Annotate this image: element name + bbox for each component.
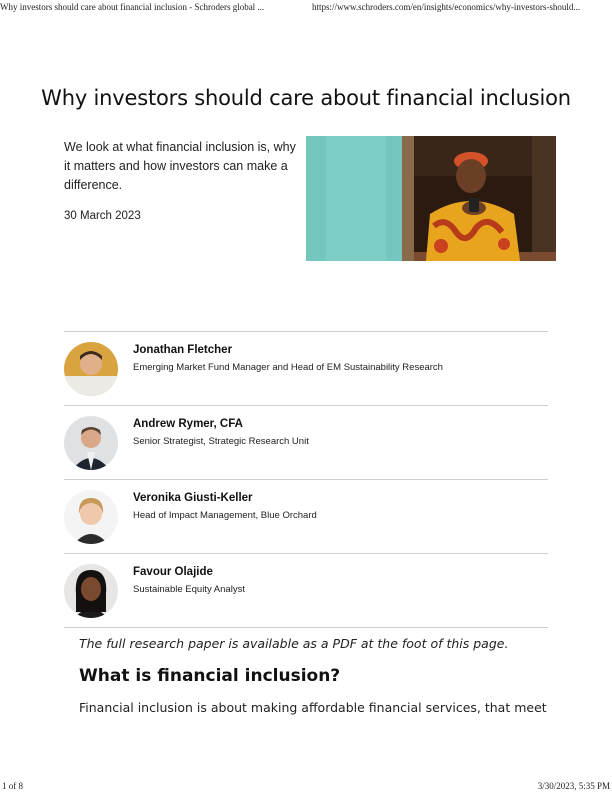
section-heading: What is financial inclusion? <box>79 666 341 686</box>
author-role: Sustainable Equity Analyst <box>133 584 245 595</box>
author-role: Head of Impact Management, Blue Orchard <box>133 510 317 521</box>
avatar <box>64 564 118 618</box>
woman-using-smartphone-photo <box>306 136 556 261</box>
avatar <box>64 416 118 470</box>
section-body: Financial inclusion is about making affordable financial services, that meet <box>79 700 547 715</box>
author-list <box>64 331 548 628</box>
author-item <box>64 405 548 479</box>
author-item <box>64 479 548 553</box>
print-header-title: Why investors should care about financial inclusion - Schroders global ... <box>0 2 265 12</box>
page-number: 1 of 8 <box>2 781 23 791</box>
article-summary: We look at what financial inclusion is, why it matters and how investors can make a difference. <box>64 140 296 192</box>
print-datetime: 3/30/2023, 5:35 PM <box>537 781 610 791</box>
pdf-availability-note: The full research paper is available as a PDF at the foot of this page. <box>79 636 509 651</box>
author-item <box>64 331 548 405</box>
author-role: Senior Strategist, Strategic Research Unit <box>133 436 309 447</box>
author-name: Veronika Giusti-Keller <box>133 492 253 504</box>
author-item <box>64 553 548 628</box>
author-name: Andrew Rymer, CFA <box>133 418 243 430</box>
author-name: Jonathan Fletcher <box>133 344 233 356</box>
print-footer <box>0 781 612 792</box>
print-header <box>0 0 612 14</box>
author-name: Favour Olajide <box>133 566 213 578</box>
article-title: Why investors should care about financial inclusion <box>41 86 571 110</box>
author-role: Emerging Market Fund Manager and Head of EM Sustainability Research <box>133 362 443 373</box>
avatar <box>64 342 118 396</box>
hero-image <box>306 136 556 261</box>
avatar <box>64 490 118 544</box>
print-header-url: https://www.schroders.com/en/insights/economics/why-investors-should... <box>312 2 581 12</box>
publication-date: 30 March 2023 <box>64 210 141 222</box>
